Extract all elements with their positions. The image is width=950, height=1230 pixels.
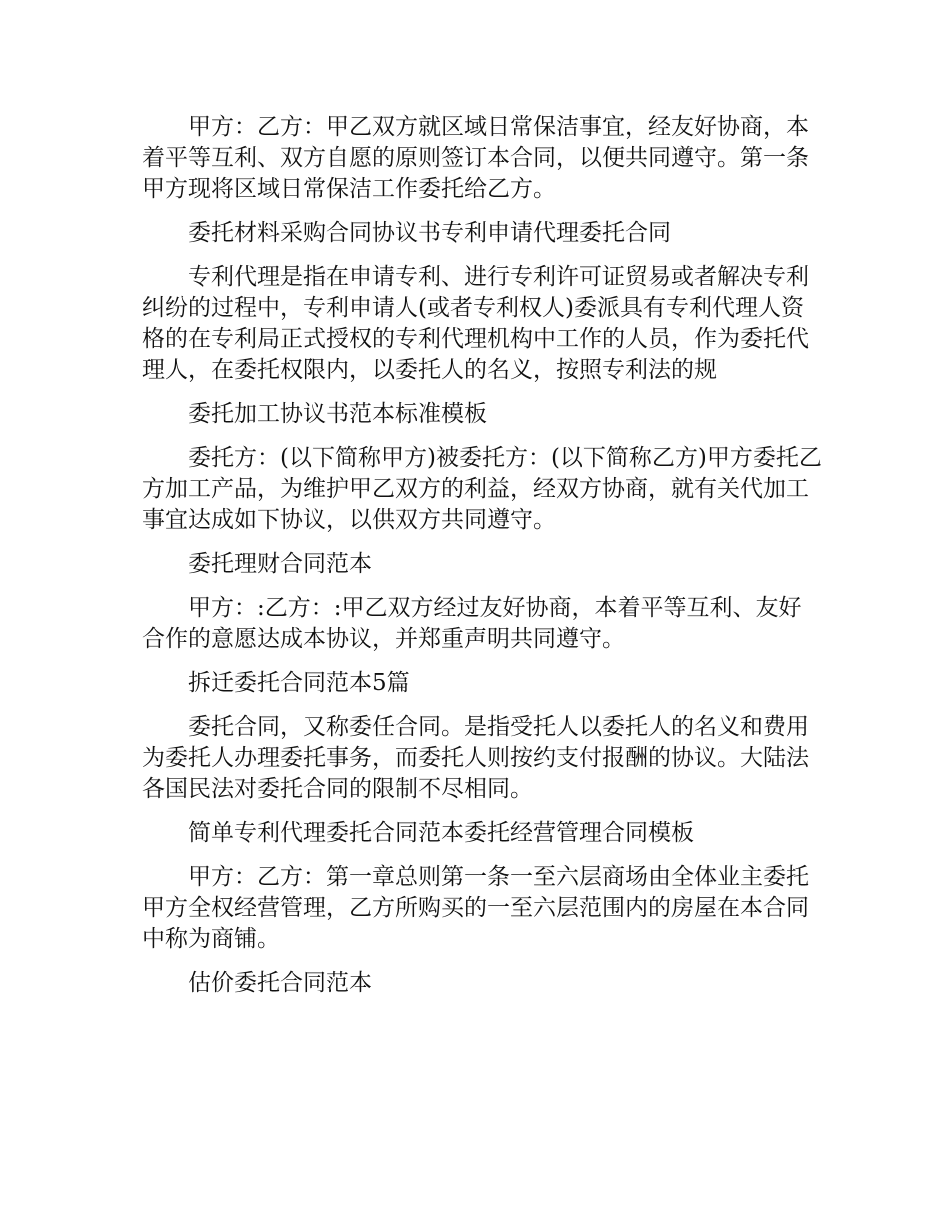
heading-processing-agreement-template: 委托加工协议书范本标准模板 <box>188 401 487 427</box>
paragraph-entrustment-contract-definition: 委托合同，又称委任合同。是指受托人以委托人的名义和费用为委托人办理委托事务，而委托人则按约支付报酬的协议。大陆法各国民法对委托合同的限制不尽相同。 <box>142 714 809 802</box>
paragraph-financial-management-intro: 甲方：:乙方：:甲乙双方经过友好协商，本着平等互利、友好合作的意愿达成本协议，并郑重声明共同遵守。 <box>142 595 802 652</box>
paragraph-processing-agreement-intro: 委托方：(以下简称甲方)被委托方：(以下简称乙方)甲方委托乙方加工产品，为维护甲乙双方的利益，经双方协商，就有关代加工事宜达成如下协议，以供双方共同遵守。 <box>142 445 822 533</box>
paragraph-cleaning-contract-intro: 甲方：乙方：甲乙双方就区域日常保洁事宜，经友好协商，本着平等互利、双方自愿的原则签订本合同，以便共同遵守。第一条甲方现将区域日常保洁工作委托给乙方。 <box>142 114 809 202</box>
heading-patent-agency-business-management: 简单专利代理委托合同范本委托经营管理合同模板 <box>188 820 694 846</box>
heading-appraisal-contract: 估价委托合同范本 <box>188 970 372 996</box>
heading-demolition-contract: 拆迁委托合同范本5篇 <box>188 670 410 696</box>
heading-material-procurement-patent-agency: 委托材料采购合同协议书专利申请代理委托合同 <box>188 220 671 246</box>
paragraph-patent-agency-definition: 专利代理是指在申请专利、进行专利许可证贸易或者解决专利纠纷的过程中，专利申请人(或者专利权人)委派具有专利代理人资格的在专利局正式授权的专利代理机构中工作的人员，作为委托代理人，在委托权限内，以委托人的名义，按照专利法的规 <box>142 264 809 383</box>
document-body <box>142 112 822 1012</box>
paragraph-business-management-general: 甲方：乙方：第一章总则第一条一至六层商场由全体业主委托甲方全权经营管理，乙方所购买的一至六层范围内的房屋在本合同中称为商铺。 <box>142 864 809 952</box>
heading-financial-management-contract: 委托理财合同范本 <box>188 551 372 577</box>
